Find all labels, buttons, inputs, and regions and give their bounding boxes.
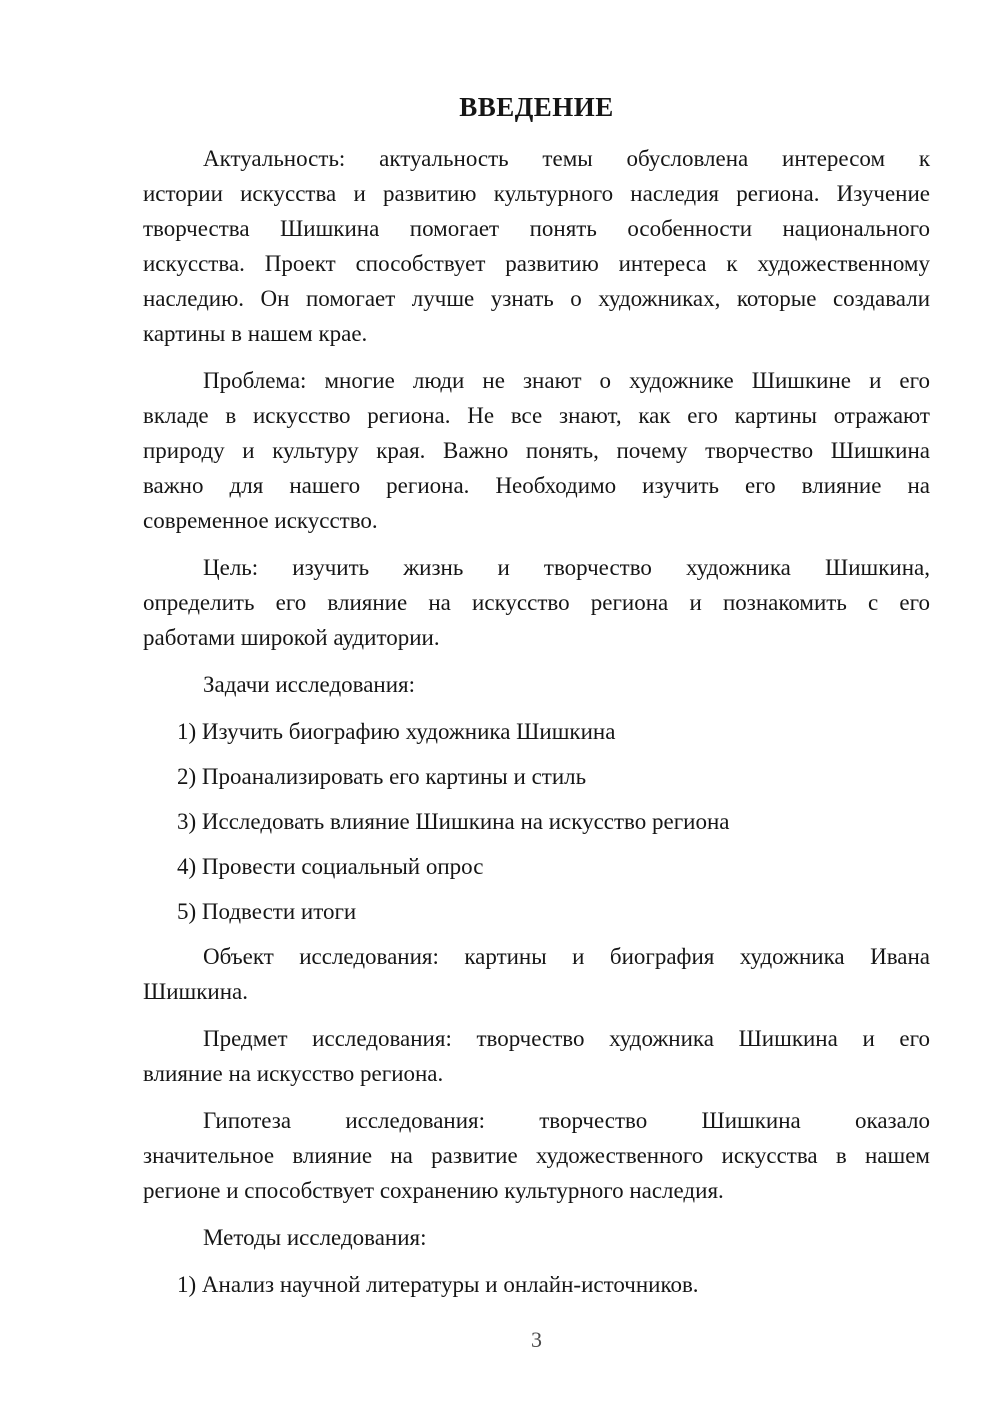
text-line: творчества Шишкина помогает понять особенности национального bbox=[143, 216, 930, 241]
text-line: определить его влияние на искусство региона и познакомить с его bbox=[143, 590, 930, 615]
tasks-heading: Задачи исследования: bbox=[203, 672, 416, 697]
text-line: природу и культуру края. Важно понять, почему творчество Шишкина bbox=[143, 438, 930, 463]
paragraph-subject bbox=[143, 1021, 930, 1091]
text-line: регионе и способствует сохранению культурного наследия. bbox=[143, 1178, 724, 1203]
task-item-3: 3) Исследовать влияние Шишкина на искусство региона bbox=[177, 809, 730, 834]
task-item-2: 2) Проанализировать его картины и стиль bbox=[177, 764, 587, 789]
text-line: Объект исследования: картины и биография художника Ивана bbox=[203, 944, 930, 969]
text-line: Предмет исследования: творчество художника Шишкина и его bbox=[203, 1026, 930, 1051]
paragraph-object bbox=[143, 939, 930, 1009]
text-line: Шишкина. bbox=[143, 979, 248, 1004]
paragraph-relevance bbox=[143, 141, 930, 351]
task-list bbox=[143, 714, 930, 929]
text-line: Цель: изучить жизнь и творчество художника Шишкина, bbox=[203, 555, 930, 580]
text-line: работами широкой аудитории. bbox=[143, 625, 440, 650]
text-line: искусства. Проект способствует развитию интереса к художественному bbox=[143, 251, 930, 276]
methods-heading: Методы исследования: bbox=[203, 1225, 427, 1250]
text-line: современное искусство. bbox=[143, 508, 378, 533]
text-line: вкладе в искусство региона. Не все знают, как его картины отражают bbox=[143, 403, 930, 428]
text-line: наследию. Он помогает лучше узнать о художниках, которые создавали bbox=[143, 286, 930, 311]
task-item-5: 5) Подвести итоги bbox=[177, 899, 357, 924]
text-line: истории искусства и развитию культурного наследия региона. Изучение bbox=[143, 181, 930, 206]
method-list bbox=[143, 1267, 930, 1302]
page-number: 3 bbox=[531, 1327, 542, 1352]
text-line: важно для нашего региона. Необходимо изучить его влияние на bbox=[143, 473, 930, 498]
task-item-4: 4) Провести социальный опрос bbox=[177, 854, 484, 879]
paragraph-hypothesis bbox=[143, 1103, 930, 1208]
text-line: значительное влияние на развитие художественного искусства в нашем bbox=[143, 1143, 930, 1168]
document-body bbox=[143, 141, 930, 1302]
method-item-1: 1) Анализ научной литературы и онлайн-источников. bbox=[177, 1272, 699, 1297]
section-title: ВВЕДЕНИЕ bbox=[459, 92, 614, 122]
paragraph-goal bbox=[143, 550, 930, 655]
task-item-1: 1) Изучить биографию художника Шишкина bbox=[177, 719, 616, 744]
text-line: картины в нашем крае. bbox=[143, 321, 368, 346]
text-line: Актуальность: актуальность темы обусловлена интересом к bbox=[203, 146, 930, 171]
text-line: влияние на искусство региона. bbox=[143, 1061, 444, 1086]
text-line: Гипотеза исследования: творчество Шишкина оказало bbox=[203, 1108, 930, 1133]
text-line: Проблема: многие люди не знают о художнике Шишкине и его bbox=[203, 368, 930, 393]
paragraph-problem bbox=[143, 363, 930, 538]
